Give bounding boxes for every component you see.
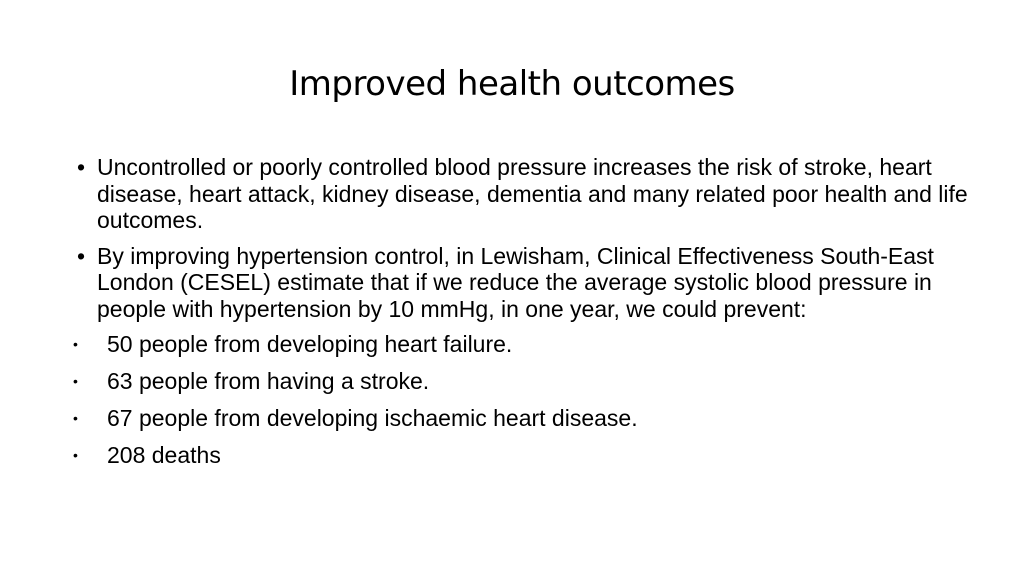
sub-bullet-marker: • (73, 410, 78, 426)
sub-bullet-text: 208 deaths (107, 442, 221, 468)
sub-bullet-item-ischaemic-heart-disease (73, 405, 973, 432)
slide-body (73, 154, 973, 479)
sub-bullet-text: 50 people from developing heart failure. (107, 331, 513, 357)
bullet-marker: • (77, 242, 86, 269)
bullet-text: Uncontrolled or poorly controlled blood pressure increases the risk of stroke, heart disease, heart attack, kidney disease, dementia and many related poor health and life outcomes. (97, 154, 968, 233)
sub-bullet-item-heart-failure (73, 331, 973, 358)
slide-title: Improved health outcomes (289, 64, 735, 104)
sub-bullet-marker: • (73, 447, 78, 463)
sub-bullet-marker: • (73, 373, 78, 389)
bullet-marker: • (77, 154, 86, 180)
sub-bullet-marker: • (73, 336, 78, 352)
sub-bullet-text: 67 people from developing ischaemic heart disease. (107, 405, 638, 431)
sub-bullet-text: 63 people from having a stroke. (107, 368, 430, 394)
bullet-item-risk (73, 154, 973, 234)
sub-bullet-item-deaths (73, 442, 973, 469)
bullet-text: By improving hypertension control, in Lewisham, Clinical Effectiveness South-East London (CESEL) estimate that if we reduce the average systolic blood pressure in people with hypertension by 10 mmHg, in one year, we could prevent: (97, 242, 934, 322)
bullet-item-hypertension-control (73, 243, 973, 323)
sub-bullet-item-stroke (73, 368, 973, 395)
